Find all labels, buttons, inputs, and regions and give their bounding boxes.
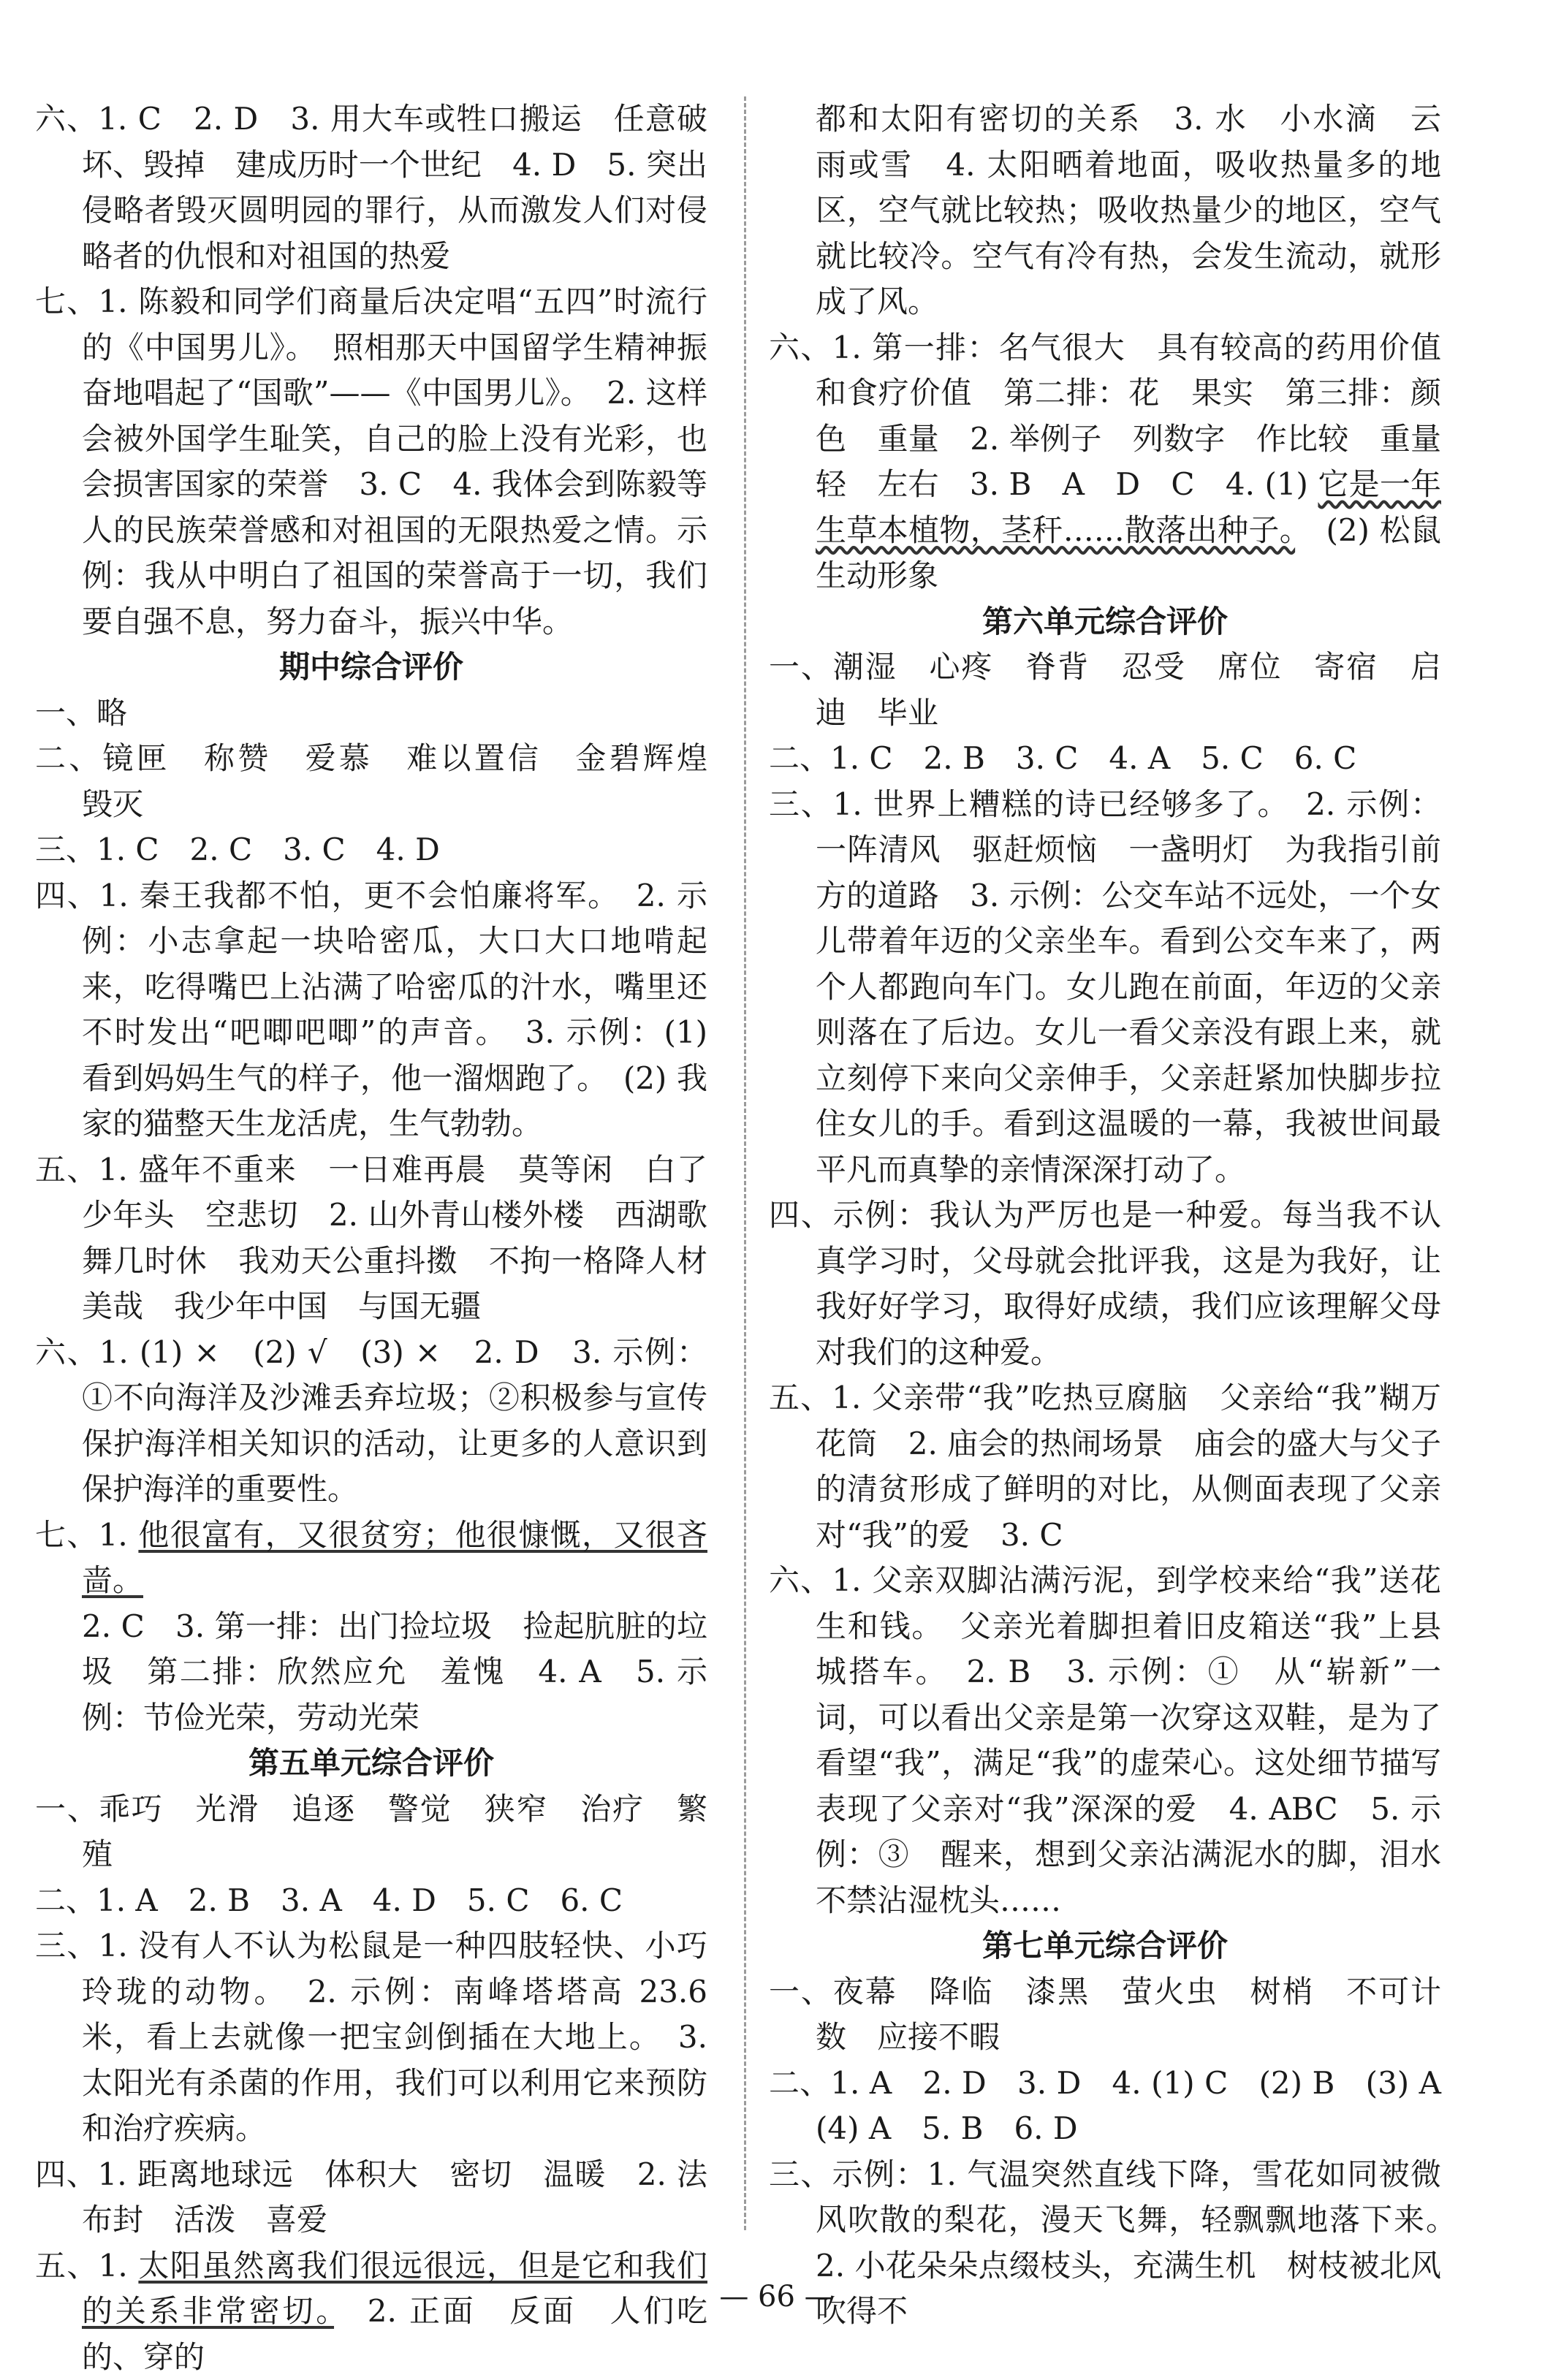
answer-paragraph bbox=[35, 1513, 707, 1604]
answer-paragraph: 七、1. 陈毅和同学们商量后决定唱“五四”时流行的《中国男儿》。 照相那天中国留学生精神振奋地唱起了“国歌”——《中国男儿》。 2. 这样会被外国学生耻笑，自己的脸上没有光彩，也会损害国家的荣誉 3. C 4. 我体会到陈毅等人的民族荣誉感和对祖国的无限热爱之情。示例：我从中明白了祖国的荣誉高于一切，我们要自强不息，努力奋斗，振兴中华。 bbox=[35, 279, 707, 645]
page-number: — 66 — bbox=[0, 2278, 1553, 2315]
left-column bbox=[35, 96, 707, 2380]
answer-text: (2) 松鼠 生动形象 bbox=[816, 512, 1472, 594]
section-heading: 期中综合评价 bbox=[35, 645, 707, 691]
answer-paragraph: 六、1. C 2. D 3. 用大车或牲口搬运 任意破坏、毁掉 建成历时一个世纪 4. D 5. 突出侵略者毁灭圆明园的罪行，从而激发人们对侵略者的仇恨和对祖国的热爱 bbox=[35, 96, 707, 279]
answer-paragraph: 都和太阳有密切的关系 3. 水 小水滴 云 雨或雪 4. 太阳晒着地面，吸收热量多的地区，空气就比较热；吸收热量少的地区，空气就比较冷。空气有冷有热，会发生流动，就形成了风。 bbox=[769, 96, 1441, 325]
answer-paragraph: 五、1. 盛年不重来 一日难再晨 莫等闲 白了少年头 空悲切 2. 山外青山楼外楼 西湖歌舞几时休 我劝天公重抖擞 不拘一格降人材 美哉 我少年中国 与国无疆 bbox=[35, 1147, 707, 1330]
underlined-answer: 太阳虽然离我们很远很远，但是它和我们的关系非常密切。 bbox=[82, 2248, 707, 2330]
answer-paragraph: 一、乖巧 光滑 追逐 警觉 狭窄 治疗 繁殖 bbox=[35, 1787, 707, 1878]
answer-text: 六、1. 第一排：名气很大 具有较高的药用价值和食疗价值 第二排：花 果实 第三排：颜色 重量 2. 举例子 列数字 作比较 重量轻 左右 3. B A D C 4. (1) bbox=[769, 330, 1441, 503]
answer-paragraph: 三、1. C 2. C 3. C 4. D bbox=[35, 827, 707, 873]
answer-text: 七、1. bbox=[35, 1517, 138, 1553]
underlined-answer: 它是一年生草本植物，茎秆……散落出种子。 bbox=[816, 466, 1441, 548]
answer-paragraph: 四、示例：我认为严厉也是一种爱。每当我不认真学习时，父母就会批评我，这是为我好，让我好好学习，取得好成绩，我们应该理解父母对我们的这种爱。 bbox=[769, 1193, 1441, 1375]
answer-paragraph: 四、1. 秦王我都不怕，更不会怕廉将军。 2. 示例：小志拿起一块哈密瓜，大口大口地啃起来，吃得嘴巴上沾满了哈密瓜的汁水，嘴里还不时发出“吧唧吧唧”的声音。 3. 示例：(1) 看到妈妈生气的样子，他一溜烟跑了。 (2) 我家的猫整天生龙活虎，生气勃勃。 bbox=[35, 873, 707, 1147]
answer-paragraph: 一、潮湿 心疼 脊背 忍受 席位 寄宿 启迪 毕业 bbox=[769, 645, 1441, 736]
answer-paragraph: 二、1. A 2. D 3. D 4. (1) C (2) B (3) A (4) A 5. B 6. D bbox=[769, 2061, 1441, 2152]
section-heading: 第六单元综合评价 bbox=[769, 599, 1441, 645]
answer-paragraph: 四、1. 距离地球远 体积大 密切 温暖 2. 法布封 活泼 喜爱 bbox=[35, 2152, 707, 2243]
column-divider bbox=[744, 96, 746, 2230]
answer-paragraph: 一、夜幕 降临 漆黑 萤火虫 树梢 不可计数 应接不暇 bbox=[769, 1969, 1441, 2061]
section-heading: 第五单元综合评价 bbox=[35, 1741, 707, 1787]
answer-text: 2. 正面 反面 人们吃的、穿的 bbox=[82, 2293, 707, 2375]
section-heading: 第七单元综合评价 bbox=[769, 1923, 1441, 1969]
answer-paragraph: 六、1. (1) × (2) √ (3) × 2. D 3. 示例：①不向海洋及沙滩丢弃垃圾；②积极参与宣传保护海洋相关知识的活动，让更多的人意识到保护海洋的重要性。 bbox=[35, 1330, 707, 1513]
answer-paragraph: 三、1. 没有人不认为松鼠是一种四肢轻快、小巧玲珑的动物。 2. 示例：南峰塔塔高 23.6 米，看上去就像一把宝剑倒插在大地上。 3. 太阳光有杀菌的作用，我们可以利用它来预防和治疗疾病。 bbox=[35, 1923, 707, 2152]
answer-paragraph: 2. C 3. 第一排：出门捡垃圾 捡起肮脏的垃圾 第二排：欣然应允 羞愧 4. A 5. 示例：节俭光荣，劳动光荣 bbox=[35, 1604, 707, 1741]
answer-text: 五、1. bbox=[35, 2248, 138, 2284]
answer-paragraph: 二、1. C 2. B 3. C 4. A 5. C 6. C bbox=[769, 736, 1441, 782]
answer-paragraph: 五、1. 父亲带“我”吃热豆腐脑 父亲给“我”糊万花筒 2. 庙会的热闹场景 庙会的盛大与父子的清贫形成了鲜明的对比，从侧面表现了父亲对“我”的爱 3. C bbox=[769, 1375, 1441, 1558]
answer-paragraph: 三、示例：1. 气温突然直线下降，雪花如同被微风吹散的梨花，漫天飞舞，轻飘飘地落下来。 2. 小花朵朵点缀枝头，充满生机 树枝被北风吹得不 bbox=[769, 2152, 1441, 2335]
answer-paragraph: 二、1. A 2. B 3. A 4. D 5. C 6. C bbox=[35, 1878, 707, 1924]
answer-paragraph: 六、1. 父亲双脚沾满污泥，到学校来给“我”送花生和钱。 父亲光着脚担着旧皮箱送“我”上县城搭车。 2. B 3. 示例：① 从“崭新”一词，可以看出父亲是第一次穿这双鞋，是为了看望“我”，满足“我”的虚荣心。这处细节描写表现了父亲对“我”深深的爱 4. ABC 5. 示例：③ 醒来，想到父亲沾满泥水的脚，泪水不禁沾湿枕头…… bbox=[769, 1558, 1441, 1923]
underlined-answer: 他很富有，又很贫穷；他很慷慨，又很吝啬。 bbox=[82, 1517, 707, 1599]
answer-paragraph bbox=[769, 325, 1441, 599]
answer-paragraph: 一、略 bbox=[35, 691, 707, 737]
right-column bbox=[769, 96, 1441, 2335]
answer-paragraph: 二、镜匣 称赞 爱慕 难以置信 金碧辉煌 毁灭 bbox=[35, 736, 707, 827]
answer-paragraph: 三、1. 世界上糟糕的诗已经够多了。 2. 示例：一阵清风 驱赶烦恼 一盏明灯 为我指引前方的道路 3. 示例：公交车站不远处，一个女儿带着年迈的父亲坐车。看到公交车来了，两个人都跑向车门。女儿跑在前面，年迈的父亲则落在了后边。女儿一看父亲没有跟上来，就立刻停下来向父亲伸手，父亲赶紧加快脚步拉住女儿的手。看到这温暖的一幕，我被世间最平凡而真挚的亲情深深打动了。 bbox=[769, 782, 1441, 1193]
